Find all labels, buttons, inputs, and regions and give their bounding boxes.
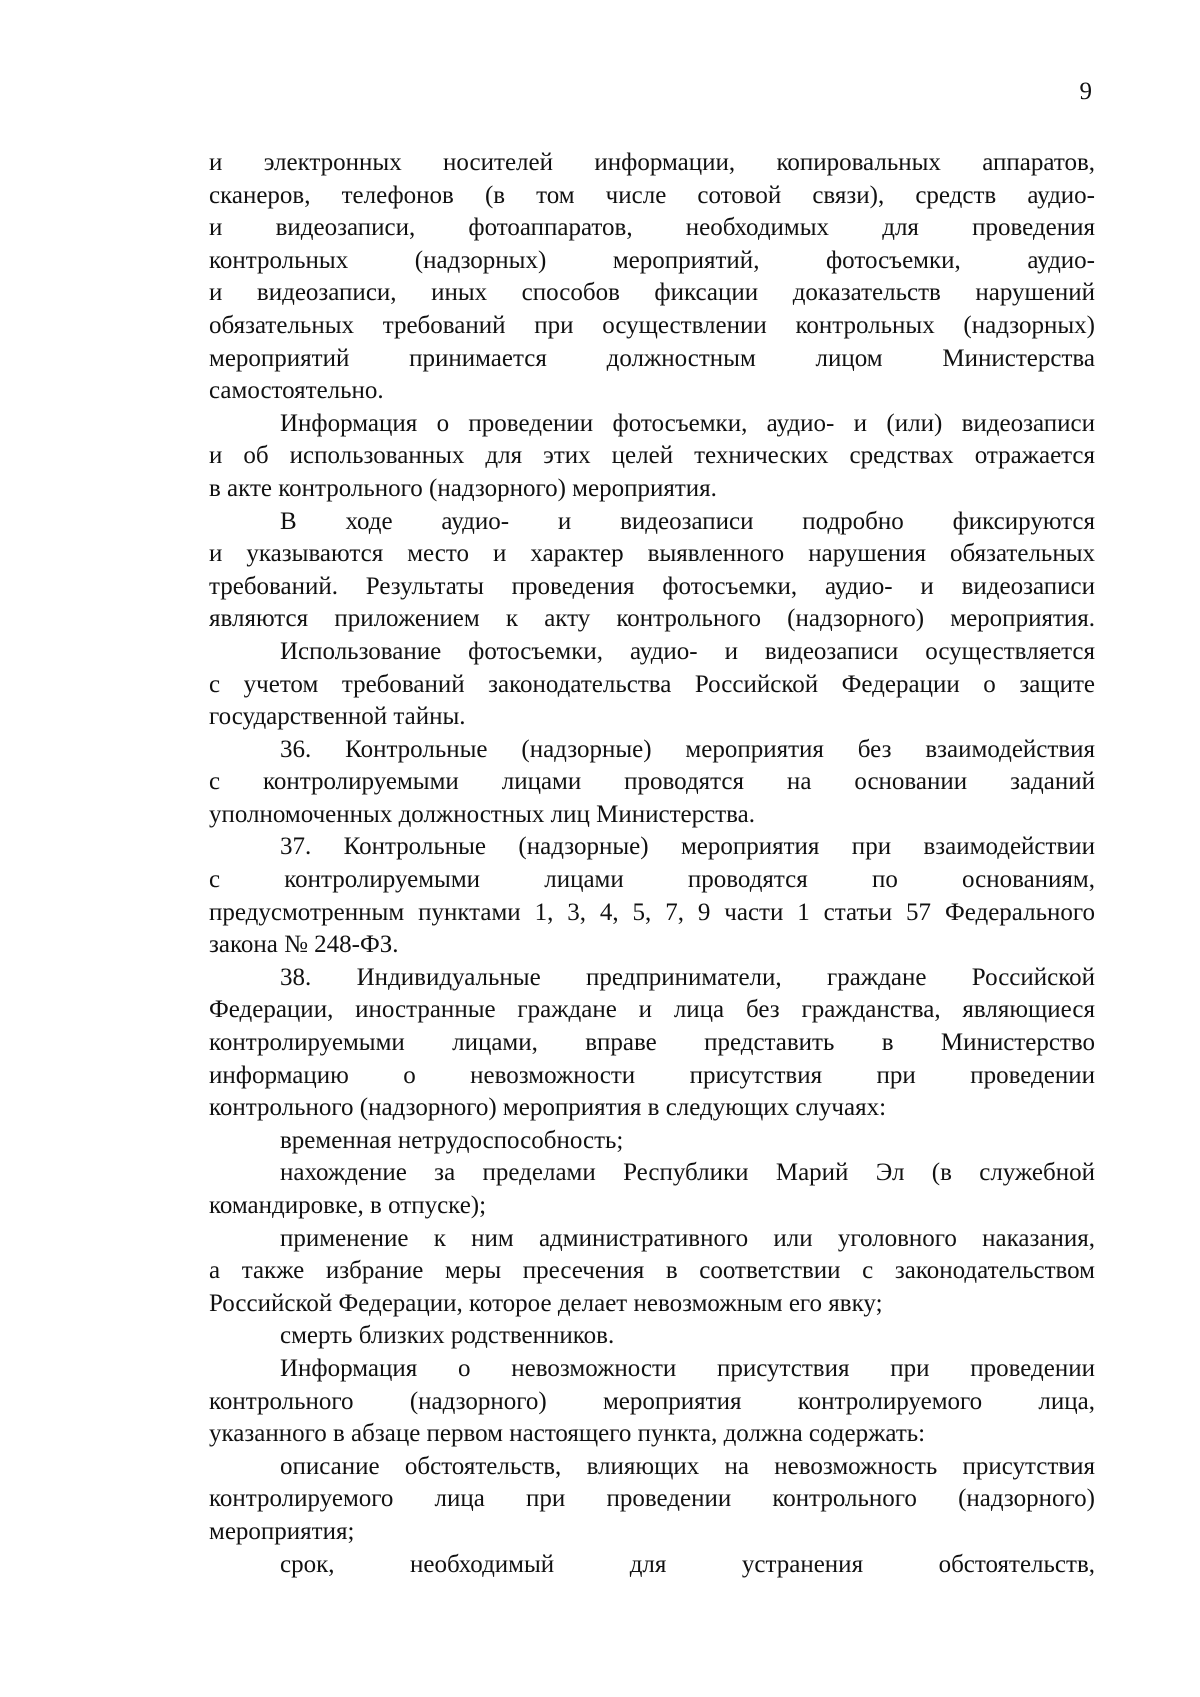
text-line: сканеров, телефонов (в том числе сотовой связи), средств аудио- bbox=[209, 181, 1095, 209]
text-line: контрольного (надзорного) мероприятия в следующих случаях: bbox=[209, 1094, 887, 1122]
text-line: Российской Федерации, которое делает невозможным его явку; bbox=[209, 1289, 883, 1317]
text-line: и видеозаписи, фотоаппаратов, необходимых для проведения bbox=[209, 214, 1095, 242]
text-line: с контролируемыми лицами проводятся на основании заданий bbox=[209, 768, 1095, 796]
text-line: нахождение за пределами Республики Марий Эл (в служебной bbox=[280, 1159, 1095, 1187]
text-line: описание обстоятельств, влияющих на невозможность присутствия bbox=[280, 1452, 1095, 1480]
text-line: самостоятельно. bbox=[209, 377, 384, 405]
text-line: предусмотренным пунктами 1, 3, 4, 5, 7, 9 части 1 статьи 57 Федерального bbox=[209, 898, 1095, 926]
text-line: закона № 248-ФЗ. bbox=[209, 931, 399, 959]
text-line: 36. Контрольные (надзорные) мероприятия без взаимодействия bbox=[280, 735, 1095, 763]
text-line: контрольного (надзорного) мероприятия контролируемого лица, bbox=[209, 1387, 1095, 1415]
text-line: 38. Индивидуальные предприниматели, граждане Российской bbox=[280, 963, 1095, 991]
text-line: обязательных требований при осуществлении контрольных (надзорных) bbox=[209, 311, 1095, 339]
text-line: применение к ним административного или уголовного наказания, bbox=[280, 1224, 1095, 1252]
text-line: и видеозаписи, иных способов фиксации доказательств нарушений bbox=[209, 279, 1095, 307]
text-line: В ходе аудио- и видеозаписи подробно фиксируются bbox=[280, 507, 1095, 535]
text-line: государственной тайны. bbox=[209, 703, 466, 731]
text-line: с контролируемыми лицами проводятся по основаниям, bbox=[209, 866, 1095, 894]
text-line: а также избрание меры пресечения в соответствии с законодательством bbox=[209, 1257, 1095, 1285]
text-line: и об использованных для этих целей технических средствах отражается bbox=[209, 442, 1095, 470]
text-line: контрольных (надзорных) мероприятий, фотосъемки, аудио- bbox=[209, 246, 1095, 274]
text-line: смерть близких родственников. bbox=[280, 1322, 615, 1350]
text-line: являются приложением к акту контрольного (надзорного) мероприятия. bbox=[209, 605, 1095, 633]
document-body bbox=[209, 147, 1095, 1581]
text-line: уполномоченных должностных лиц Министерства. bbox=[209, 800, 755, 828]
page-number: 9 bbox=[1079, 78, 1092, 105]
text-line: срок, необходимый для устранения обстоятельств, bbox=[280, 1550, 1095, 1578]
text-line: контролируемого лица при проведении контрольного (надзорного) bbox=[209, 1485, 1095, 1513]
text-line: и указываются место и характер выявленного нарушения обязательных bbox=[209, 540, 1095, 568]
text-line: временная нетрудоспособность; bbox=[280, 1126, 624, 1154]
text-line: указанного в абзаце первом настоящего пункта, должна содержать: bbox=[209, 1420, 926, 1448]
text-line: командировке, в отпуске); bbox=[209, 1192, 487, 1219]
text-line: с учетом требований законодательства Российской Федерации о защите bbox=[209, 670, 1095, 698]
text-line: информацию о невозможности присутствия при проведении bbox=[209, 1061, 1095, 1089]
text-line: Информация о проведении фотосъемки, аудио- и (или) видеозаписи bbox=[280, 409, 1095, 437]
text-line: Информация о невозможности присутствия при проведении bbox=[280, 1354, 1095, 1382]
text-line: требований. Результаты проведения фотосъемки, аудио- и видеозаписи bbox=[209, 572, 1095, 600]
text-line: в акте контрольного (надзорного) мероприятия. bbox=[209, 474, 717, 502]
text-line: контролируемыми лицами, вправе представить в Министерство bbox=[209, 1029, 1095, 1057]
text-line: мероприятия; bbox=[209, 1517, 355, 1545]
text-line: Использование фотосъемки, аудио- и видеозаписи осуществляется bbox=[280, 637, 1095, 665]
text-line: 37. Контрольные (надзорные) мероприятия при взаимодействии bbox=[280, 833, 1095, 861]
text-line: и электронных носителей информации, копировальных аппаратов, bbox=[209, 149, 1095, 176]
text-line: мероприятий принимается должностным лицом Министерства bbox=[209, 344, 1095, 372]
text-line: Федерации, иностранные граждане и лица без гражданства, являющиеся bbox=[209, 996, 1095, 1024]
